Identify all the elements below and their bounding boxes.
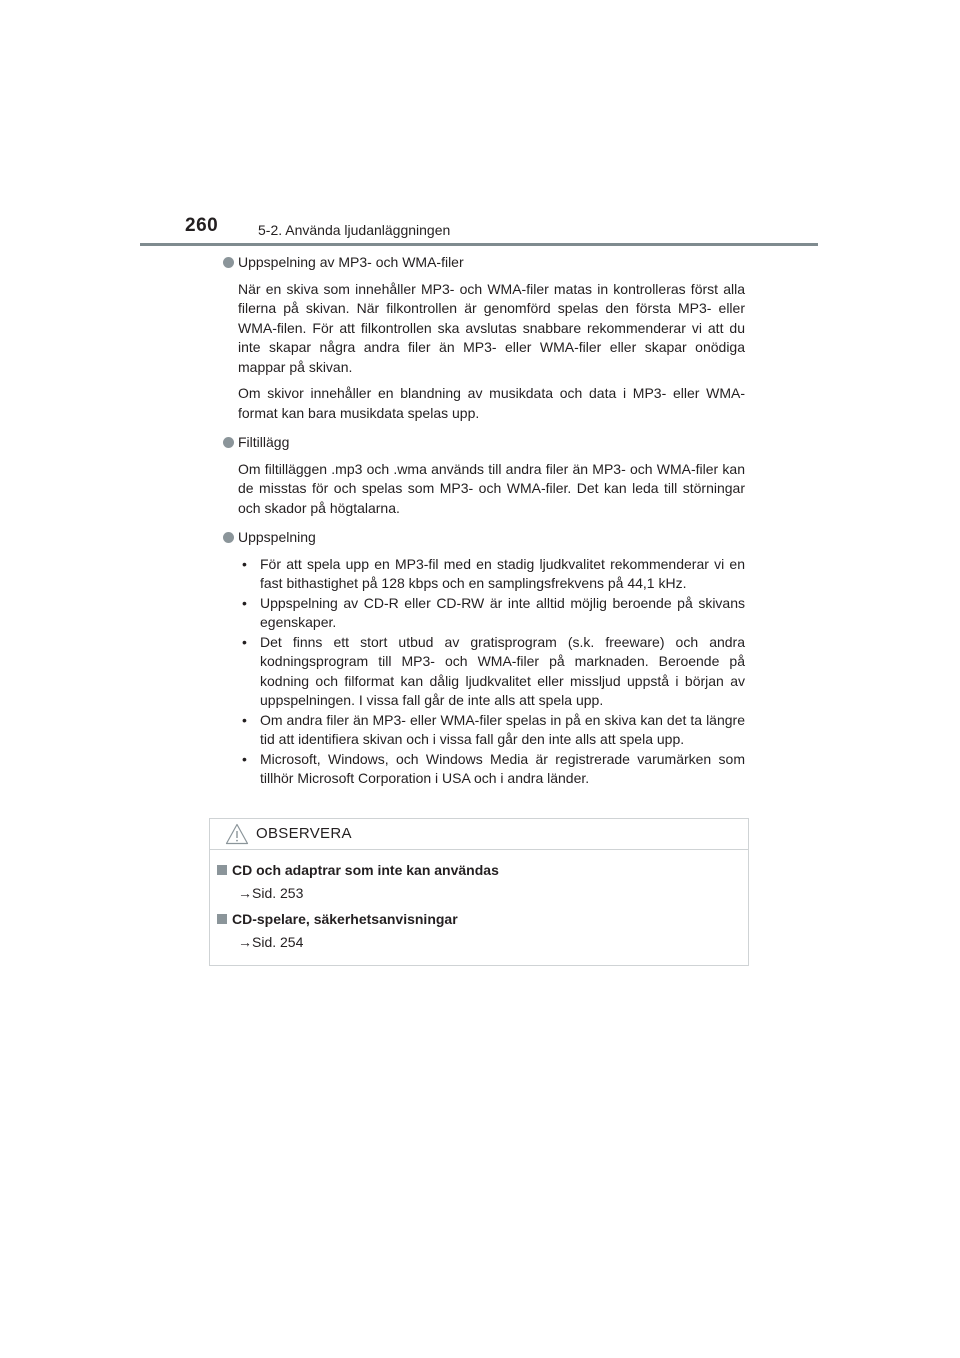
notice-box <box>209 818 749 966</box>
paragraph: Om filtilläggen .mp3 och .wma används till andra filer än MP3- och WMA-filer kan de misstas för och spelas som MP3- och WMA-filer. Det kan leda till störningar och skador på högtalarna. <box>238 460 745 516</box>
notice-item-heading <box>217 861 737 880</box>
notice-item-heading-text: CD och adaptrar som inte kan användas <box>232 862 499 878</box>
bullet-icon: • <box>242 555 247 572</box>
list-item <box>238 633 745 711</box>
square-bullet-icon <box>217 865 227 875</box>
section-filtillagg <box>222 433 745 518</box>
notice-body <box>217 861 737 959</box>
bullet-icon: • <box>242 633 247 650</box>
list-item-text: Uppspelning av CD-R eller CD-RW är inte alltid möjlig beroende på skivans egenskaper. <box>260 594 745 630</box>
section-title: 5-2. Använda ljudanläggningen <box>258 222 451 238</box>
heading-text: Uppspelning <box>238 529 316 545</box>
bullet-icon: • <box>242 594 247 611</box>
list-item-text: Om andra filer än MP3- eller WMA-filer spelas in på en skiva kan det ta längre tid att identifiera skivan och i vissa fall går den inte alls att spela upp. <box>260 711 745 747</box>
bullet-icon: • <box>242 711 247 728</box>
section-heading <box>222 253 745 273</box>
bullet-dot-icon <box>223 437 234 448</box>
page-reference: →Sid. 254 <box>238 934 304 950</box>
list-item <box>238 750 745 789</box>
section-heading <box>222 433 745 453</box>
page-reference: →Sid. 253 <box>238 885 304 901</box>
square-bullet-icon <box>217 914 227 924</box>
list-item-text: För att spela upp en MP3-fil med en stadig ljudkvalitet rekommenderar vi en fast bithastighet på 128 kbps och en samplingsfrekvens på 44,1 kHz. <box>260 555 745 591</box>
paragraph: När en skiva som innehåller MP3- och WMA-filer matas in kontrolleras först alla filerna på skivan. När filkontrollen är genomförd spelas den första MP3- eller WMA-filen. För att filkontrollen ska avslutas snabbare rekommenderar vi att du inte skapar några andra filer än MP3- eller WMA-filer eller skapar onödiga mappar på skivan. <box>238 280 745 375</box>
heading-text: Uppspelning av MP3- och WMA-filer <box>238 254 464 270</box>
list-item-text: Det finns ett stort utbud av gratisprogram (s.k. freeware) och andra kodningsprogram till MP3- och WMA-filer på marknaden. Beroende på kodning och filformat kan dålig ljudkvalitet eller missljud uppstå i början av uppspelningen. I vissa fall går de inte alls att spela upp. <box>260 633 745 708</box>
bullet-dot-icon <box>223 257 234 268</box>
section-mp3-wma <box>222 253 745 423</box>
notice-title: OBSERVERA <box>256 825 352 842</box>
paragraph: Om skivor innehåller en blandning av musikdata och data i MP3- eller WMA-format kan bara musikdata spelas upp. <box>238 385 745 421</box>
header-divider <box>140 243 818 246</box>
bullet-icon: • <box>242 750 247 767</box>
main-content <box>222 253 745 789</box>
notice-item-heading-text: CD-spelare, säkerhetsanvisningar <box>232 911 458 927</box>
list-item-text: Microsoft, Windows, och Windows Media är registrerade varumärken som tillhör Microsoft Corporation i USA och i andra länder. <box>260 750 745 786</box>
list-item <box>238 711 745 750</box>
bullet-list <box>238 555 745 789</box>
section-heading <box>222 528 745 548</box>
notice-header <box>210 819 748 850</box>
page-number: 260 <box>185 215 219 236</box>
bullet-dot-icon <box>223 532 234 543</box>
page-header <box>0 0 960 250</box>
section-uppspelning <box>222 528 745 789</box>
heading-text: Filtillägg <box>238 434 290 450</box>
list-item <box>238 555 745 594</box>
notice-item-heading <box>217 910 737 929</box>
list-item <box>238 594 745 633</box>
warning-triangle-icon <box>225 823 249 845</box>
